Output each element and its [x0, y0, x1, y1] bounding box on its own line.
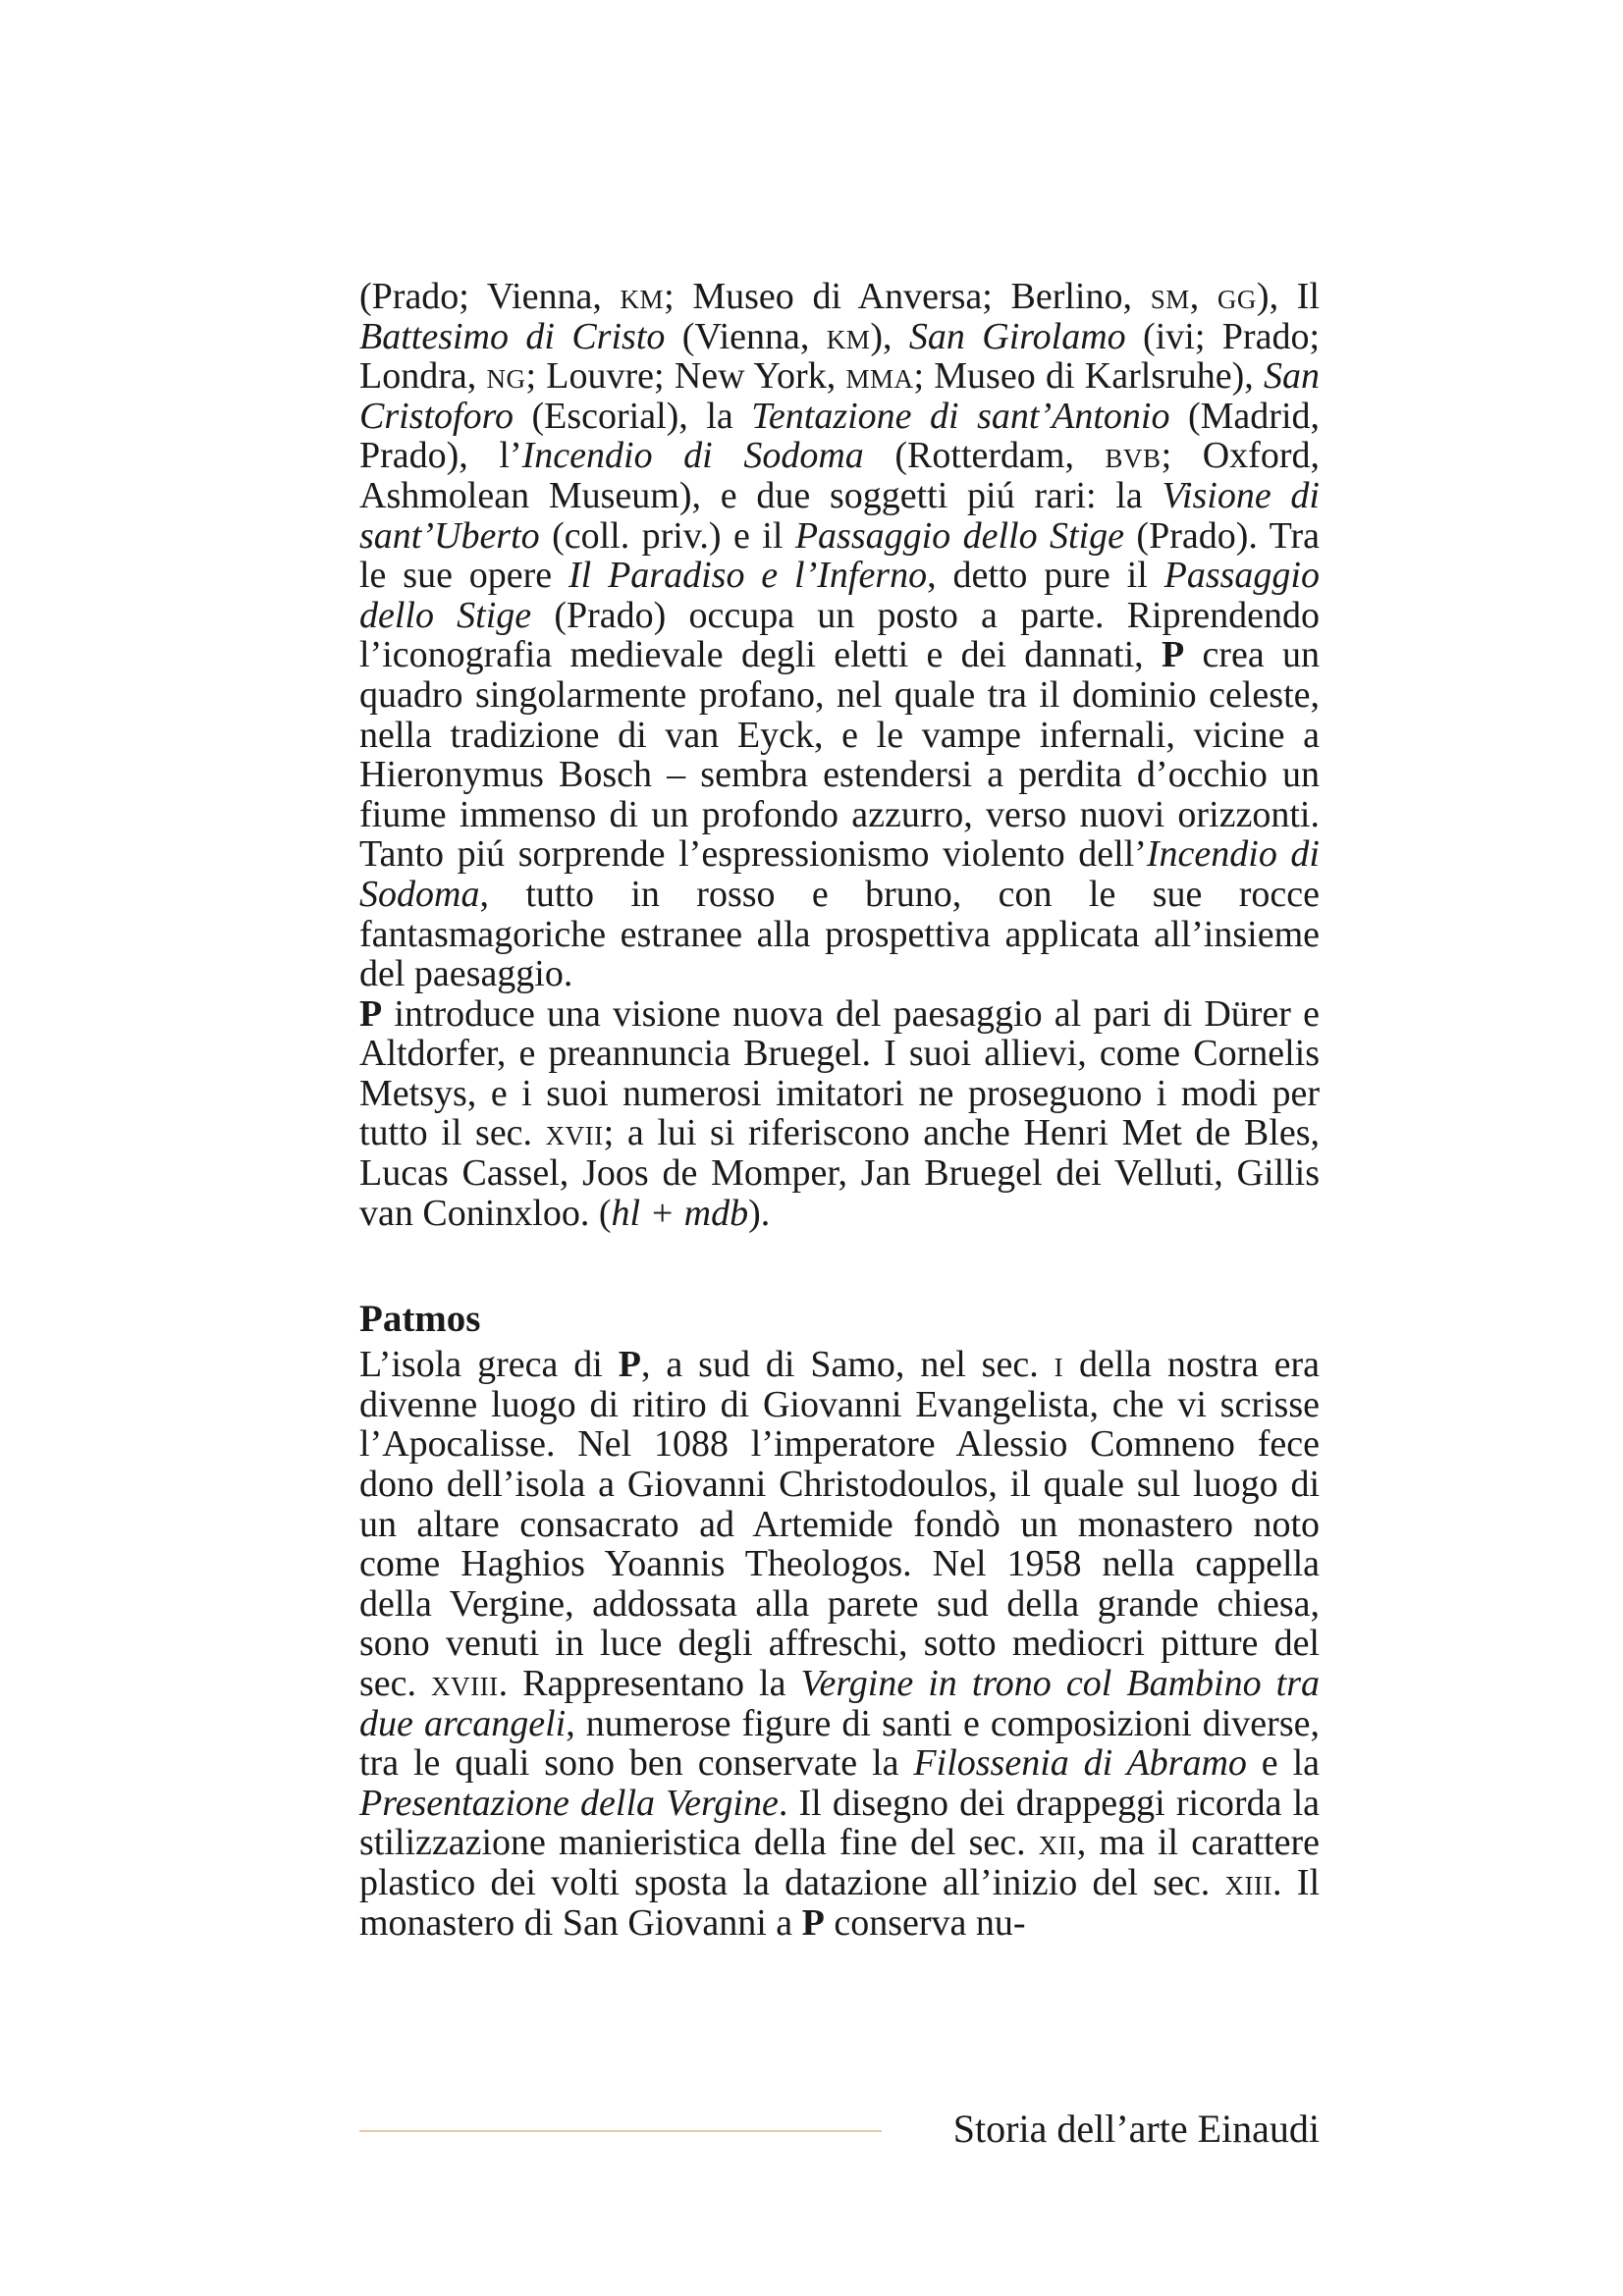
text-run: ; a lui si riferiscono anche Henri Met de Bles, Lucas Cassel, Joos de Momper, Jan Bruegel dei Velluti, Gillis van Coninxloo. (: [359, 1112, 1320, 1234]
text-run: ).: [748, 1192, 771, 1234]
page-body: [359, 277, 1320, 1943]
body-paragraph: [359, 277, 1320, 994]
text-run: (Vienna,: [665, 315, 827, 357]
entry-heading: Patmos: [359, 1298, 481, 1341]
smallcaps-run: gg: [1217, 276, 1257, 317]
smallcaps-run: xviii: [431, 1663, 499, 1704]
text-run: ,: [1189, 276, 1217, 317]
italic-run: Incendio di Sodoma: [359, 833, 1320, 915]
text-run: e la: [1246, 1742, 1321, 1785]
text-run: della nostra era divenne luogo di ritiro di Giovanni Evangelista, che vi scrisse l’Apocalisse. Nel: [359, 1344, 1320, 1466]
italic-run: Il Paradiso e l’Inferno: [568, 555, 928, 597]
italic-run: Vergine in trono col Bambino tra due arcangeli: [359, 1663, 1320, 1744]
smallcaps-run: xvii: [545, 1112, 604, 1154]
italic-run: Visione di sant’Uberto: [359, 474, 1320, 557]
smallcaps-run: xii: [1038, 1822, 1077, 1864]
text-run: (Escorial), la: [513, 395, 752, 437]
entry-patmos: [359, 1298, 1320, 1943]
italic-run: hl + mdb: [611, 1192, 749, 1234]
text-run: , detto pure il: [927, 555, 1164, 597]
body-paragraph: [359, 994, 1320, 1234]
italic-run: Battesimo di Cristo: [359, 315, 666, 357]
text-run: (Madrid, Prado), l’: [359, 395, 1321, 477]
text-run: (ivi; Prado; Londra,: [359, 315, 1320, 398]
smallcaps-run: xiii: [1224, 1861, 1272, 1903]
text-run: ; Museo di Anversa; Berlino,: [664, 276, 1151, 317]
smallcaps-run: km: [826, 315, 871, 357]
italic-run: San Cristoforo: [359, 355, 1320, 437]
smallcaps-run: ng: [486, 355, 526, 398]
italic-run: Passaggio dello Stige: [359, 555, 1320, 636]
bold-run: P: [359, 992, 383, 1035]
page-footer: [359, 2105, 1320, 2158]
body-paragraph: [359, 1345, 1320, 1943]
text-run: , ma il carattere plastico dei volti sposta la datazione all’inizio del sec.: [359, 1822, 1320, 1903]
text-run: . Il disegno dei drappeggi ricorda la stilizzazione manieristica della fine del sec.: [359, 1782, 1320, 1864]
text-run: nella cappella della Vergine, addossata alla parete sud della grande chiesa, sono venuti in luce degli affreschi, sotto mediocri pitture del sec.: [359, 1543, 1320, 1704]
bold-run: P: [801, 1901, 825, 1944]
bold-run: P: [618, 1344, 641, 1386]
text-run: . Il monastero di San Giovanni a: [359, 1861, 1320, 1944]
italic-run: Passaggio dello Stige: [794, 514, 1124, 557]
text-run: introduce una visione nuova del paesaggio al pari di Dürer e Altdorfer, e preannuncia Bruegel. I suoi allievi, come Cornelis Metsys, e i suoi numerosi imitatori ne proseguono i modi per tutto il sec.: [359, 992, 1320, 1154]
smallcaps-run: mma: [845, 355, 914, 398]
text-run: L’isola greca di: [359, 1344, 619, 1386]
footer-rule: [359, 2130, 882, 2132]
text-run: ; Louvre; New York,: [525, 355, 846, 398]
text-run: , tutto in rosso e bruno, con le sue rocce fantasmagoriche estranee alla prospettiva applicata all’insieme del paesaggio.: [359, 873, 1320, 995]
numeral-run: 1088: [653, 1423, 729, 1466]
bold-run: P: [1161, 634, 1185, 676]
smallcaps-run: sm: [1150, 276, 1190, 317]
text-run: (Prado) occupa un posto a parte. Riprendendo l’iconografia medievale degli eletti e dei dannati,: [359, 594, 1320, 676]
text-run: l’imperatore Alessio Comneno fece dono dell’isola a Giovanni Christodoulos, il quale sul luogo di un altare consacrato ad Artemide fondò un monastero noto come Haghios Yoannis Theologos. Nel: [359, 1423, 1320, 1585]
italic-run: Presentazione della Vergine: [359, 1782, 779, 1824]
text-run: (Prado; Vienna,: [359, 276, 621, 317]
text-run: , a sud di Samo, nel sec.: [640, 1344, 1055, 1386]
text-run: conserva nu-: [824, 1901, 1026, 1944]
numeral-run: 1958: [1006, 1543, 1082, 1585]
text-run: crea un quadro singolarmente profano, nel quale tra il dominio celeste, nella tradizione di van Eyck, e le vampe infernali, vicine a Hieronymus Bosch – sembra estendersi a perdita d’occhio un fiume immenso di un profondo azzurro, verso nuovi orizzonti. Tanto piú sorprende l’espressionismo violento dell’: [359, 634, 1320, 876]
italic-run: San Girolamo: [908, 315, 1126, 357]
text-run: (Prado). Tra le sue opere: [359, 514, 1321, 597]
text-run: ),: [870, 315, 909, 357]
text-run: , numerose figure di santi e composizioni diverse, tra le quali sono ben conservate la: [359, 1702, 1320, 1785]
text-run: (coll. priv.) e il: [539, 514, 795, 557]
italic-run: Incendio di Sodoma: [521, 435, 864, 477]
footer-title: Storia dell’arte Einaudi: [952, 2107, 1320, 2151]
text-run: ), Il: [1256, 276, 1320, 317]
text-run: ; Oxford, Ashmolean Museum), e due soggetti piú rari: la: [359, 435, 1320, 516]
smallcaps-run: bvb: [1105, 435, 1162, 477]
text-run: ; Museo di Karlsruhe),: [913, 355, 1264, 398]
smallcaps-run: i: [1054, 1344, 1064, 1386]
text-run: . Rappresentano la: [498, 1663, 801, 1704]
italic-run: Filossenia di Abramo: [913, 1742, 1247, 1785]
smallcaps-run: km: [620, 276, 665, 317]
article-continued: [359, 277, 1320, 1233]
italic-run: Tentazione di sant’Antonio: [751, 395, 1170, 437]
text-run: (Rotterdam,: [863, 435, 1106, 477]
